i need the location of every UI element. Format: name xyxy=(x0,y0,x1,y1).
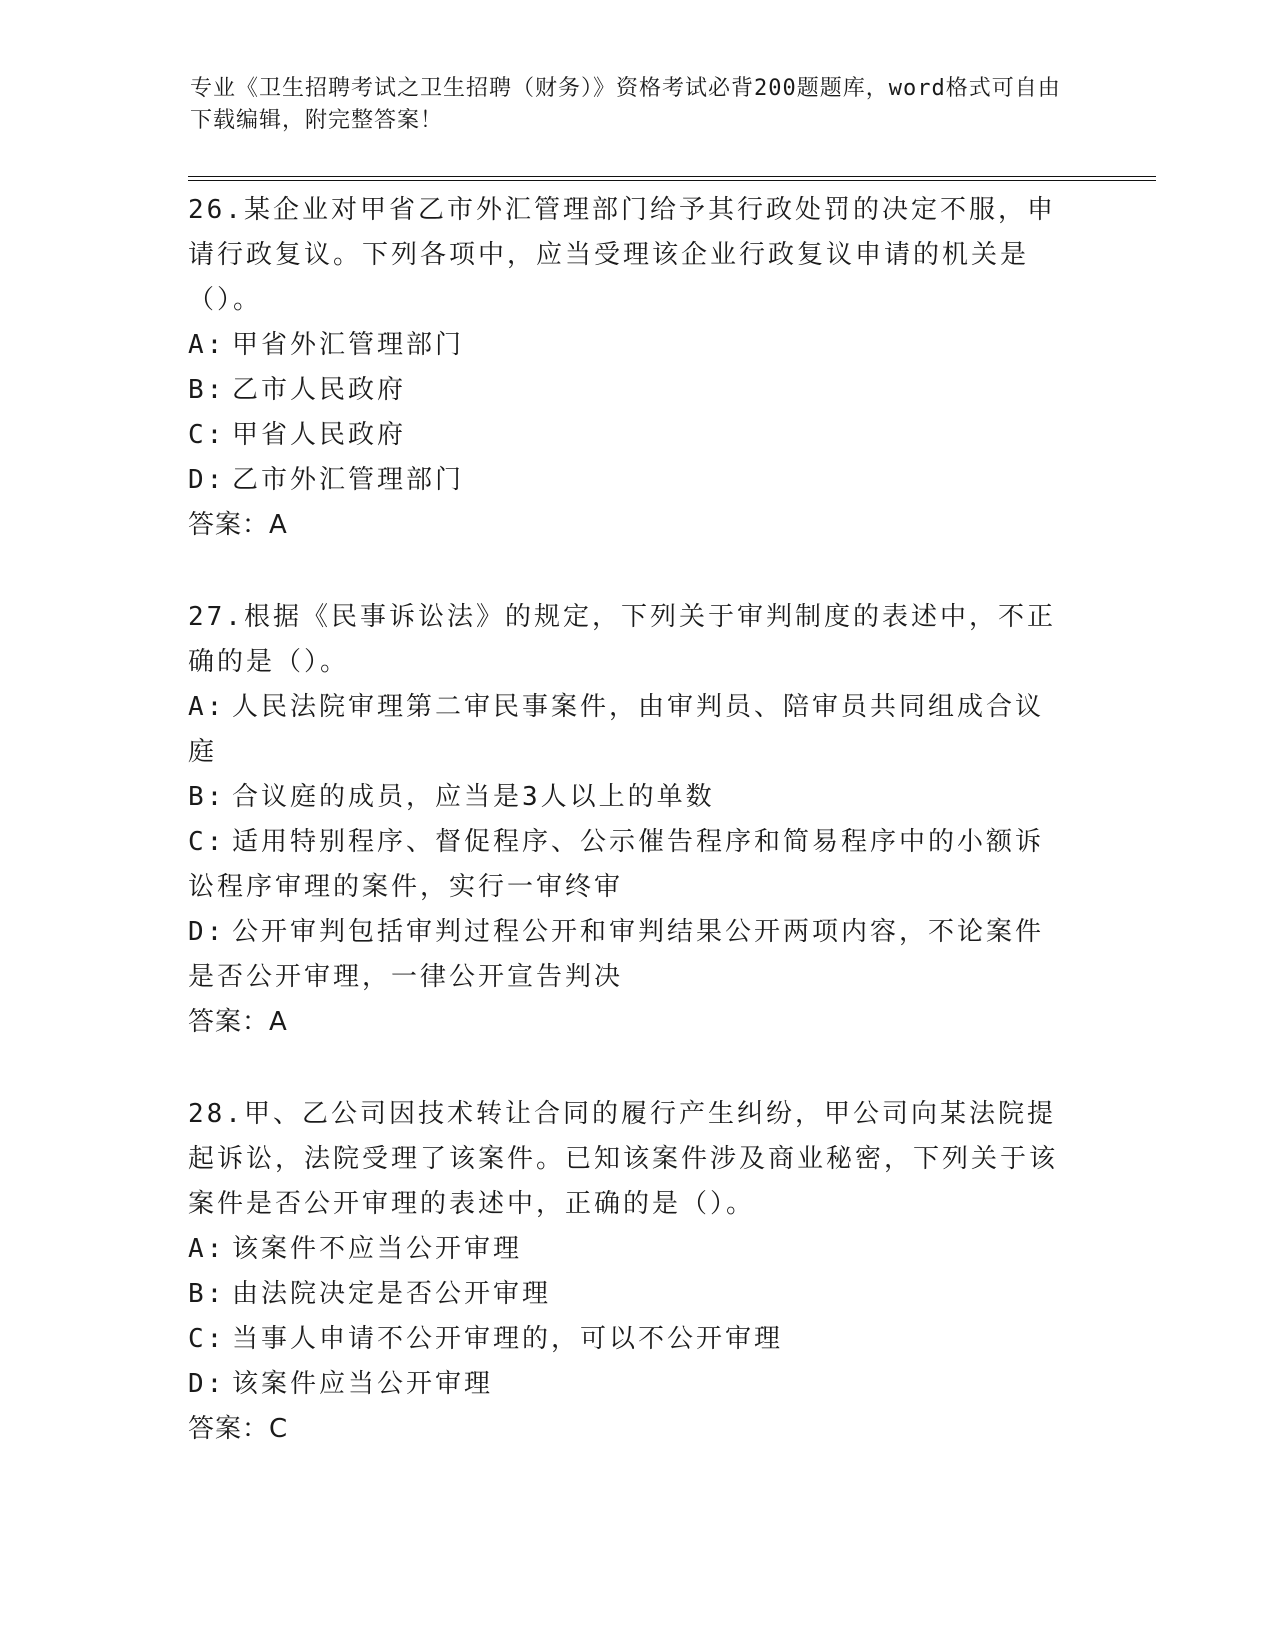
option-a xyxy=(188,323,1068,368)
question-stem: 27.根据《民事诉讼法》的规定，下列关于审判制度的表述中，不正确的是（）。 xyxy=(188,602,1056,677)
option-c xyxy=(188,1317,1068,1362)
option-text: 乙市人民政府 xyxy=(232,375,407,405)
option-key: D: xyxy=(188,1369,226,1399)
document-header xyxy=(190,73,1070,137)
option-key: D: xyxy=(188,917,226,947)
option-a xyxy=(188,1227,1068,1272)
option-text: 甲省人民政府 xyxy=(232,420,407,450)
option-text: 由法院决定是否公开审理 xyxy=(232,1279,552,1309)
option-key: A: xyxy=(188,692,226,722)
option-key: A: xyxy=(188,1234,226,1264)
double-rule-divider xyxy=(188,176,1156,181)
question-26 xyxy=(188,188,1068,548)
option-d xyxy=(188,910,1068,1000)
option-b xyxy=(188,368,1068,413)
option-c xyxy=(188,820,1068,910)
option-key: C: xyxy=(188,1324,226,1354)
option-text: 乙市外汇管理部门 xyxy=(232,465,465,495)
question-28 xyxy=(188,1092,1068,1452)
option-key: B: xyxy=(188,1279,226,1309)
question-27 xyxy=(188,595,1068,1045)
option-a xyxy=(188,685,1068,775)
option-d xyxy=(188,458,1068,503)
option-text: 该案件不应当公开审理 xyxy=(232,1234,523,1264)
option-text: 当事人申请不公开审理的，可以不公开审理 xyxy=(232,1324,784,1354)
option-b xyxy=(188,775,1068,820)
option-text: 甲省外汇管理部门 xyxy=(232,330,465,360)
option-key: B: xyxy=(188,375,226,405)
answer-line: 答案：A xyxy=(188,510,288,540)
option-text: 适用特别程序、督促程序、公示催告程序和简易程序中的小额诉讼程序审理的案件，实行一审终审 xyxy=(188,827,1045,902)
header-text: 专业《卫生招聘考试之卫生招聘（财务）》资格考试必背200题题库，word格式可自由下载编辑，附完整答案！ xyxy=(190,76,1061,133)
question-stem: 28.甲、乙公司因技术转让合同的履行产生纠纷，甲公司向某法院提起诉讼，法院受理了该案件。已知该案件涉及商业秘密，下列关于该案件是否公开审理的表述中，正确的是（）。 xyxy=(188,1099,1059,1219)
option-key: C: xyxy=(188,827,226,857)
question-list xyxy=(188,188,1068,1499)
option-text: 该案件应当公开审理 xyxy=(232,1369,494,1399)
option-b xyxy=(188,1272,1068,1317)
option-c xyxy=(188,413,1068,458)
answer-line: 答案：A xyxy=(188,1007,288,1037)
answer-line: 答案：C xyxy=(188,1414,289,1444)
option-key: B: xyxy=(188,782,226,812)
option-key: A: xyxy=(188,330,226,360)
question-stem: 26.某企业对甲省乙市外汇管理部门给予其行政处罚的决定不服，申请行政复议。下列各项中，应当受理该企业行政复议申请的机关是（）。 xyxy=(188,195,1056,315)
option-d xyxy=(188,1362,1068,1407)
option-text: 公开审判包括审判过程公开和审判结果公开两项内容，不论案件是否公开审理，一律公开宣告判决 xyxy=(188,917,1045,992)
option-text: 合议庭的成员，应当是3人以上的单数 xyxy=(232,782,715,812)
option-key: D: xyxy=(188,465,226,495)
option-text: 人民法院审理第二审民事案件，由审判员、陪审员共同组成合议庭 xyxy=(188,692,1045,767)
option-key: C: xyxy=(188,420,226,450)
